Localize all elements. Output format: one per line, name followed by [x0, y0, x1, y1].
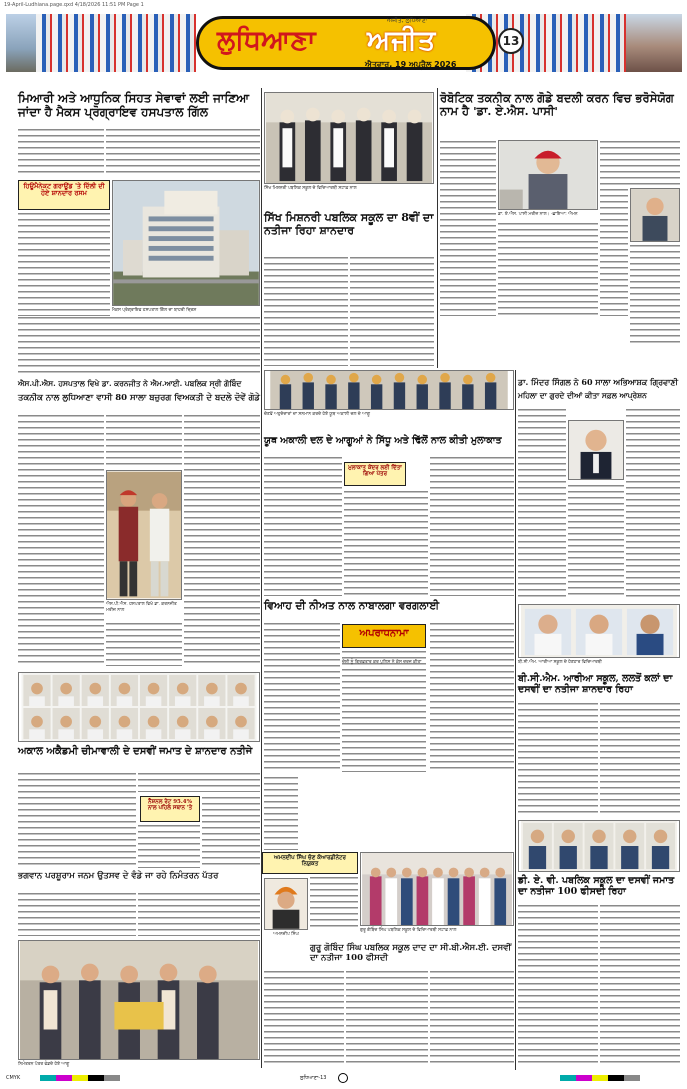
vigil-doctor-photo [568, 420, 624, 480]
crime-logo-box [342, 624, 426, 648]
school-body-col1 [264, 256, 348, 366]
hospital-body-intro [18, 128, 104, 176]
bhagwan-body-col1 [18, 892, 136, 936]
robotic-doctor-photo [498, 140, 598, 210]
masthead [6, 14, 682, 72]
akal-students-grid [18, 672, 260, 742]
akali-body-col1 [264, 456, 342, 596]
masthead-paper-name: ਅਜੀਤ [367, 25, 437, 56]
mashal-box-text: ਅਮਨਦੀਪ ਸਿੰਘ ਚੋਣ ਕੋਆਰਡੀਨੇਟਰ ਨਿਯੁਕਤ [274, 855, 346, 868]
vigil-subheadline: ਮਹਿਲਾ ਦਾ ਗੁਰਦੇ ਦੀਆਂ ਕੀਤਾ ਸਫ਼ਲ ਆਪ੍ਰੇਸ਼ਨ [518, 391, 647, 400]
guru-body-col1 [264, 970, 344, 1064]
akali-headline: ਯੂਥ ਅਕਾਲੀ ਦਲ ਦੇ ਆਗੂਆਂ ਨੇ ਸਿੱਧੂ ਅਤੇ ਢਿੱਲੋਂ ਨਾਲ ਕੀਤੀ ਮੁਲਾਕਾਤ [264, 435, 502, 446]
robotic-inset-photo [630, 188, 680, 242]
tech-body-col3 [184, 414, 260, 666]
print-footer [0, 1073, 687, 1087]
dav-students-grid [518, 820, 680, 872]
masthead-date: ਐਤਵਾਰ, 19 ਅਪ੍ਰੈਲ 2026 [365, 60, 457, 69]
masthead-city: ਲੁਧਿਆਣਾ [217, 25, 316, 56]
akal-box-text: ਨੈਸ਼ਨਲ ਰੇਟ 95.4% ਨਾਲ ਪਹਿਲੇ ਸਥਾਨ 'ਤੇ [147, 799, 193, 812]
school-body-col2 [350, 256, 434, 366]
mashal-name: ਅਮਨਦੀਪ ਸਿੰਘ [273, 932, 299, 937]
print-slug: 19-April-Ludhiana.page.qxd 4/18/2026 11:51 PM Page 1 [4, 2, 144, 8]
masthead-title-box [196, 16, 496, 70]
hospital-box-text: ਹਿਊਮੈਨੇਕਟ ਗਰਾਊਂਡ 'ਤੇ ਦਿੱਲੀ ਦੀ ਹੋਏ ਸ਼ਾਨਦਾਰ ਰਸਮ [23, 182, 105, 198]
masthead-right-photo [626, 14, 682, 72]
school-photo [264, 92, 434, 184]
tech-subheadline: ਐਸ.ਪੀ.ਐਸ. ਹਸਪਤਾਲ ਵਿਖੇ ਡਾ. ਕਰਨਜੀਤ ਨੇ ਐਮ.ਆਈ. ਪਬਲਿਕ ਸ੍ਰੀ ਗੋਬਿੰਦ [18, 379, 242, 388]
akali-body-col3 [430, 456, 514, 596]
akal-body-col2-bottom [138, 824, 200, 868]
bcm-photo-caption: ਬੀ.ਸੀ.ਐਮ. ਆਰੀਆ ਸਕੂਲ ਦੇ ਹੋਣਹਾਰ ਵਿਦਿਆਰਥੀ [518, 660, 602, 665]
mashal-highlight-box [262, 852, 358, 874]
marriage-headline: ਵਿਆਹ ਦੀ ਨੀਅਤ ਨਾਲ ਨਾਬਾਲਗਾ ਵਰਗਲਾਈ [264, 600, 440, 612]
mashal-body [310, 876, 358, 930]
robotic-body-col4 [630, 244, 680, 344]
bhagwan-body-col2 [138, 892, 260, 936]
column-rule-left [261, 88, 262, 1068]
page-number: 13 [498, 28, 524, 54]
robotic-headline: ਰੋਬੋਟਿਕ ਤਕਨੀਕ ਨਾਲ ਗੋਡੇ ਬਦਲੀ ਕਰਨ ਵਿਚ ਭਰੋਸੇਯੋਗ ਨਾਮ ਹੈ 'ਡਾ. ਏ.ਐਸ. ਪਾਸੀ' [440, 91, 674, 119]
bcm-students-photo [518, 604, 680, 658]
masthead-left-stripes [36, 14, 196, 72]
akal-body-col3 [202, 796, 260, 868]
tech-body-col2-bottom [106, 622, 182, 666]
column-rule-top [437, 88, 438, 368]
hospital-photo-caption: ਮੈਕਸ ਪ੍ਰੋਗ੍ਰਾਇਵ ਹਸਪਤਾਲ ਗਿੱਲ ਦਾ ਬਾਹਰੀ ਦ੍ਰਿਸ਼ [112, 308, 197, 313]
tech-photo-caption: ਐਸ.ਪੀ.ਐਸ. ਹਸਪਤਾਲ ਵਿਖੇ ਡਾ. ਕਰਨਜੀਤ ਮਰੀਜ਼ ਨਾਲ [106, 602, 177, 613]
hospital-photo [112, 180, 260, 306]
bhagwan-photo [18, 940, 260, 1060]
bcm-body-col1 [518, 702, 598, 816]
akal-headline: ਅਕਾਲ ਅਕੈਡਮੀ ਚੀਮਾਵਾਲੀ ਦੇ ਦਸਵੀਂ ਜਮਾਤ ਦੇ ਸ਼ਾਨਦਾਰ ਨਤੀਜੇ [18, 746, 253, 757]
guru-body-col2 [346, 970, 428, 1064]
crime-logo-text: ਅਪਰਾਧਨਾਮਾ [359, 628, 409, 639]
school-photo-caption: ਸਿੱਖ ਮਿਸ਼ਨਰੀ ਪਬਲਿਕ ਸਕੂਲ ਦੇ ਵਿਦਿਆਰਥੀ ਸਟਾਫ਼ ਨਾਲ [264, 186, 357, 191]
footer-color-bar-right [560, 1075, 640, 1081]
column-rule-right [515, 370, 516, 1070]
robotic-body-col1 [440, 140, 496, 316]
marriage-body-col2 [342, 650, 426, 772]
robotic-body-col3-top [600, 140, 680, 186]
akal-highlight-box [140, 796, 200, 822]
dav-headline: ਡੀ. ਏ. ਵੀ. ਪਬਲਿਕ ਸਕੂਲ ਦਾ ਦਸਵੀਂ ਜਮਾਤ ਦਾ ਨਤੀਜਾ 100 ਫੀਸਦੀ ਰਿਹਾ [518, 875, 675, 897]
dav-body-col1 [518, 904, 598, 1064]
marriage-caption: ਦੋਸ਼ੀ ਨੂੰ ਗ੍ਰਿਫ਼ਤਾਰ ਕਰ ਪੁਲਿਸ ਨੇ ਕੇਸ ਦਰਜ ਕੀਤਾ [342, 660, 422, 665]
hospital-body-top [106, 128, 260, 176]
dav-body-col2 [600, 904, 680, 1064]
hospital-highlight-box [18, 180, 110, 210]
guru-photo-caption: ਗੁਰੂ ਗੋਬਿੰਦ ਸਿੰਘ ਪਬਲਿਕ ਸਕੂਲ ਦੇ ਵਿਦਿਆਰਥੀ ਸਟਾਫ਼ ਨਾਲ [360, 928, 457, 933]
hospital-body-bottom [18, 316, 260, 376]
vigil-headline: ਡਾ. ਮਿੰਦਰ ਸਿੰਗਲ ਨੇ 60 ਸਾਲਾ ਅਭਿਆਸ਼ਕ ਗ੍ਰਿਵਾਣੀ [518, 377, 679, 387]
marriage-body-col1 [264, 622, 340, 772]
center-lower-body [264, 776, 298, 850]
tech-headline: ਤਕਨੀਕ ਨਾਲ ਲੁਧਿਆਣਾ ਵਾਸੀ 80 ਸਾਲਾ ਬਜ਼ੁਰਗ ਵਿਅਕਤੀ ਦੇ ਬਦਲੇ ਦੋਵੇਂ ਗੋਡੇ [18, 393, 260, 403]
guru-headline: ਗੁਰੂ ਗੋਬਿੰਦ ਸਿੰਘ ਪਬਲਿਕ ਸਕੂਲ ਦਾਦ ਦਾ ਸੀ.ਬੀ.ਐਸ.ਈ. ਦਸਵੀਂ ਦਾ ਨਤੀਜਾ 100 ਫੀਸਦੀ [310, 943, 512, 963]
masthead-edition: ਅਜੀਤ, ਲੁਧਿਆਣਾ [387, 17, 428, 24]
marriage-body-col3 [430, 622, 514, 772]
footer-stamp: ਲੁਧਿਆਣਾ-13 [300, 1075, 327, 1081]
vigil-body-col2 [568, 484, 624, 598]
robotic-photo-caption: ਡਾ. ਏ.ਐਸ. ਪਾਸੀ ਮਰੀਜ਼ ਨਾਲ। -ਛਾਇਆ: ਐਮਨ [498, 212, 578, 217]
bhagwan-photo-caption: ਨਿਮੰਤਰਨ ਪੱਤਰ ਵੰਡਦੇ ਹੋਏ ਆਗੂ [18, 1062, 70, 1067]
footer-cmyk: CMYK [6, 1075, 21, 1081]
mashal-portrait [264, 878, 308, 930]
hospital-headline: ਮਿਆਰੀ ਅਤੇ ਆਧੁਨਿਕ ਸਿਹਤ ਸੇਵਾਵਾਂ ਲਈ ਜਾਣਿਆ ਜਾਂਦਾ ਹੈ ਮੈਕਸ ਪ੍ਰੋਗ੍ਰਾਇਵ ਹਸਪਤਾਲ ਗਿੱਲ [18, 91, 250, 119]
bhagwan-headline: ਭਗਵਾਨ ਪਰਸ਼ੂਰਾਮ ਜਨਮ ਉਤਸਵ ਦੇ ਵੰਡੇ ਜਾ ਰਹੇ ਨਿਮੰਤਰਨ ਪੱਤਰ [18, 871, 219, 881]
tech-body-col1 [18, 414, 104, 666]
registration-mark [338, 1073, 348, 1083]
robotic-body-col2 [498, 222, 598, 316]
hospital-body-col1 [18, 212, 110, 316]
bcm-body-col2 [600, 702, 680, 816]
akali-body-col2 [344, 490, 428, 596]
vigil-body-col1 [518, 408, 566, 520]
guru-school-photo [360, 852, 514, 926]
footer-color-bar-left [40, 1075, 120, 1081]
group-photo [264, 370, 514, 410]
vigil-body-col3 [626, 408, 680, 598]
akali-highlight-box [344, 462, 406, 486]
akal-body-col1 [18, 772, 136, 868]
tech-patient-photo [106, 470, 182, 600]
vigil-body-col1b [518, 522, 566, 598]
school-headline: ਸਿੱਖ ਮਿਸ਼ਨਰੀ ਪਬਲਿਕ ਸਕੂਲ ਦਾ 8ਵੀਂ ਦਾ ਨਤੀਜਾ ਰਿਹਾ ਸ਼ਾਨਦਾਰ [264, 211, 434, 237]
akal-body-col2-top [138, 772, 260, 792]
tech-body-col2-top [106, 414, 182, 468]
guru-body-col3 [430, 970, 514, 1064]
group-photo-caption: ਚੋਣਵੇਂ ਅਹੁਦੇਦਾਰਾਂ ਦਾ ਸਨਮਾਨ ਕਰਦੇ ਹੋਏ ਯੂਥ ਅਕਾਲੀ ਦਲ ਦੇ ਆਗੂ [264, 412, 370, 417]
robotic-body-col3-mid [600, 188, 628, 316]
bcm-headline: ਬੀ.ਸੀ.ਐਮ. ਆਰੀਆ ਸਕੂਲ, ਲਲਤੋਂ ਕਲਾਂ ਦਾ ਦਸਵੀਂ ਦਾ ਨਤੀਜਾ ਸ਼ਾਨਦਾਰ ਰਿਹਾ [518, 673, 673, 695]
akali-box-text: ਮੁਲਾਕਾਤ ਕੇਂਦਰ ਲਈ ਦਿੱਤਾ ਗਿਆ ਪੱਤਰ [348, 465, 402, 478]
